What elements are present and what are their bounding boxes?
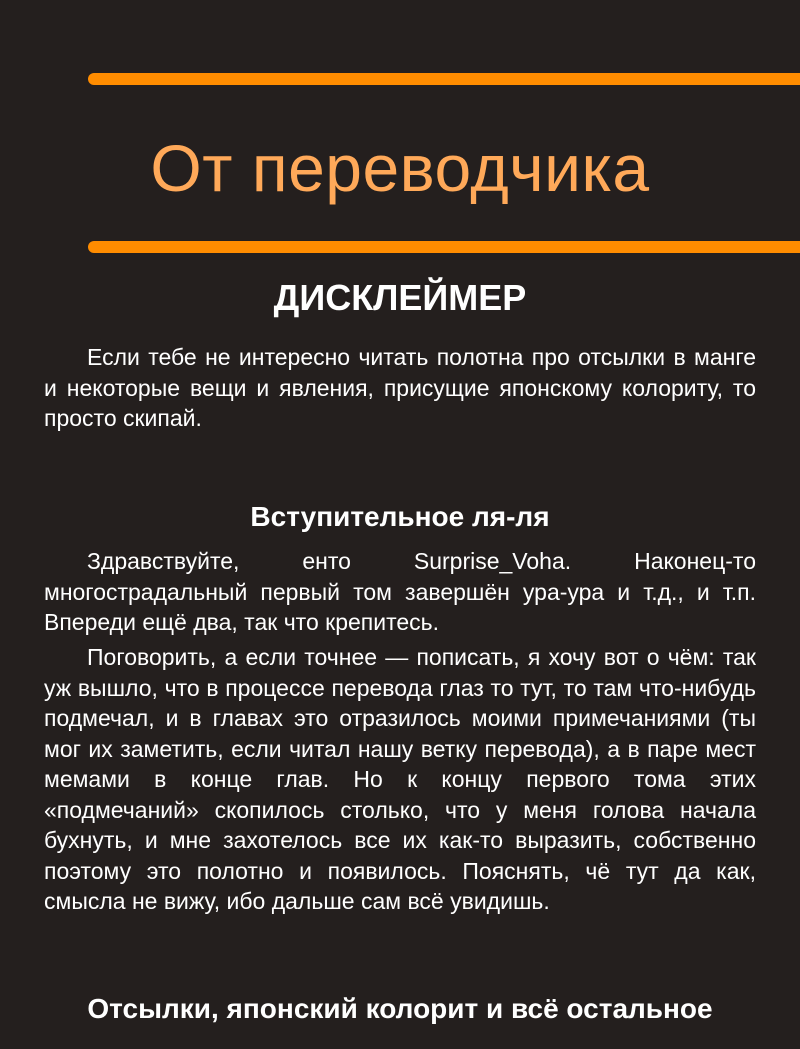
- bottom-accent-bar: [88, 241, 800, 253]
- intro-paragraph-2: Поговорить, а если точнее — пописать, я хочу вот о чём: так уж вышло, что в процессе перевода глаз то тут, то там что-нибудь подмечал, и в главах это отразилось моими примечаниями (ты мог их заметить, если читал нашу ветку перевода), а в паре мест мемами в конце глав. Но к концу первого тома этих «подмечаний» скопилось столько, что у меня голова начала бухнуть, и мне захотелось все их как-то выразить, собственно поэтому это полотно и появилось. Пояснять, чё тут да как, смысла не вижу, ибо дальше сам всё увидишь.: [44, 644, 756, 914]
- disclaimer-heading: ДИСКЛЕЙМЕР: [273, 277, 527, 318]
- intro-heading: Вступительное ля-ля: [250, 501, 550, 532]
- intro-paragraph-1: Здравствуйте, енто Surprise_Voha. Наконец-то многострадальный первый том завершён ура-ура и т.д., и т.п. Впереди ещё два, так что крепитесь.: [44, 548, 756, 635]
- top-accent-bar: [88, 73, 800, 85]
- disclaimer-text: Если тебе не интересно читать полотна про отсылки в манге и некоторые вещи и явления, присущие японскому колориту, то просто скипай.: [44, 344, 756, 431]
- references-heading: Отсылки, японский колорит и всё остальное: [87, 993, 713, 1024]
- page-title: От переводчика: [150, 131, 650, 205]
